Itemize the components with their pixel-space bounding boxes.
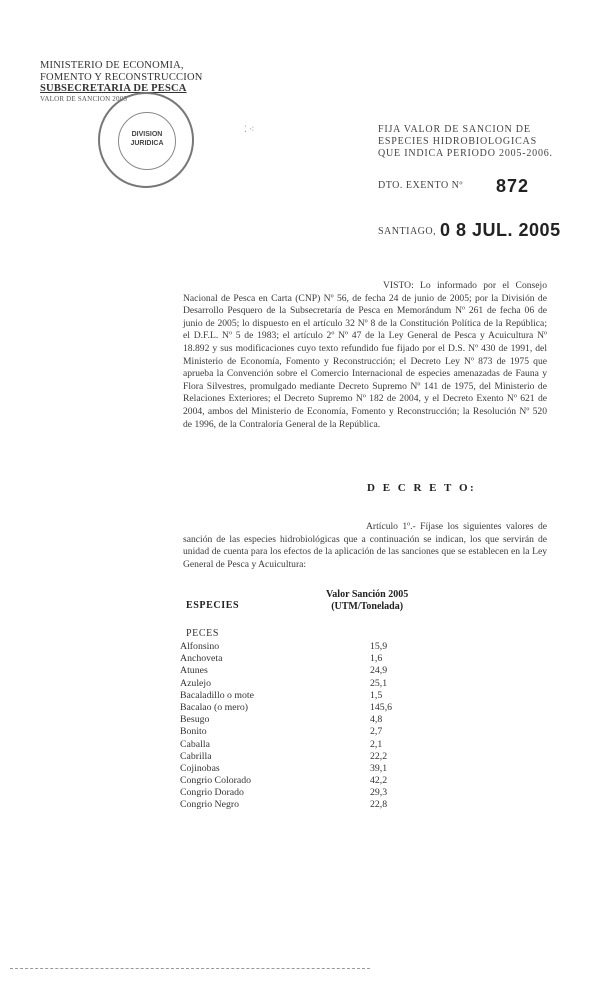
species-name: Cabrilla — [180, 750, 212, 762]
table-row — [180, 678, 480, 690]
table-row — [180, 665, 480, 677]
species-name: Cojinobas — [180, 762, 220, 774]
decree-number: 872 — [496, 176, 530, 196]
sanction-value: 22,8 — [370, 799, 388, 811]
species-name: Bonito — [180, 726, 207, 738]
species-name: Congrio Dorado — [180, 787, 244, 799]
subsecretaria-line: SUBSECRETARIA DE PESCA — [40, 83, 187, 94]
sanction-value: 24,9 — [370, 665, 388, 677]
species-name: Congrio Negro — [180, 799, 240, 811]
species-name: Bacaladillo o mote — [180, 689, 254, 701]
division-juridica-stamp — [98, 92, 194, 188]
ministry-line2: FOMENTO Y RECONSTRUCCION — [40, 71, 203, 83]
decree-place: SANTIAGO, — [378, 226, 437, 237]
species-name: Caballa — [180, 738, 210, 750]
table-row — [180, 641, 480, 653]
table-row — [180, 799, 480, 811]
subject-line3: QUE INDICA PERIODO 2005-2006. — [378, 148, 553, 159]
stamp-text — [119, 130, 175, 148]
table-row — [180, 653, 480, 665]
sanction-value: 22,2 — [370, 750, 388, 762]
table-row — [180, 726, 480, 738]
table-row — [180, 763, 480, 775]
sanction-value: 2,7 — [370, 726, 383, 738]
sanction-value: 25,1 — [370, 677, 388, 689]
sanction-value: 29,3 — [370, 787, 388, 799]
value-header-line1: Valor Sanción 2005 — [326, 589, 409, 600]
stamp-inner-ring — [118, 112, 176, 170]
category-peces: PECES — [186, 628, 220, 639]
visto-paragraph: VISTO: Lo informado por el Consejo Nacional de Pesca en Carta (CNP) Nº 56, de fecha 24 de junio de 2005; por la División de Desarrollo Pesquero de la Subsecretaría de Pesca en Memorándum Nº 261 de fecha 06 de junio de 2005; lo dispuesto en el artículo 32 Nº 8 de la Constitución Política de la República; el D.F.L. Nº 5 de 1983; el artículo 2º Nº 47 de la Ley General de Pesca y Acuicultura Nº 18.892 y sus modificaciones cuyo texto refundido fue fijado por el D.S. Nº 430 de 1991, del Ministerio de Economía, Fomento y Reconstrucción; el Decreto Ley Nº 873 de 1975 que aprueba la Convención sobre el Comercio Internacional de especies amenazadas de Fauna y Flora Silvestres, promulgado mediante Decreto Supremo Nº 141 de 1975, del Ministerio de Relaciones Exteriores; el Decreto Supremo Nº 182 de 2004, y el Decreto Exento Nº 621 de 2004, ambos del Ministerio de Economía, Fomento y Reconstrucción; la Resolución Nº 520 de 1996, de la Contraloría General de la República. — [183, 280, 547, 430]
stamp-line1: DIVISION — [131, 131, 163, 138]
decree-subject — [378, 124, 553, 160]
table-row — [180, 775, 480, 787]
articulo-1-paragraph: Artículo 1º.- Fíjase los siguientes valores de sanción de las especies hidrobiológicas que a continuación se indican, los que servirán de unidad de cuenta para los efectos de la aplicación de las sanciones que se establecen en la Ley General de Pesca y Acuicultura: — [183, 521, 547, 570]
sanction-value: 1,5 — [370, 689, 383, 701]
species-column-header: ESPECIES — [186, 600, 240, 611]
ministry-line1: MINISTERIO DE ECONOMIA, — [40, 60, 184, 71]
bottom-dashed-line — [10, 968, 370, 969]
species-name: Alfonsino — [180, 641, 220, 652]
decree-label: DTO. EXENTO Nº — [378, 180, 464, 191]
species-name: Congrio Colorado — [180, 775, 252, 787]
ministry-header — [40, 60, 203, 104]
table-row — [180, 702, 480, 714]
sanction-value: 15,9 — [370, 641, 388, 652]
table-row — [180, 690, 480, 702]
stamp-line2: JURIDICA — [130, 140, 164, 147]
sanction-value: 4,8 — [370, 714, 383, 726]
species-name: Bacalao (o mero) — [180, 701, 248, 713]
species-name: Azulejo — [180, 677, 212, 689]
value-header-line2: (UTM/Tonelada) — [331, 601, 404, 612]
table-row — [180, 739, 480, 751]
subject-line1: FIJA VALOR DE SANCION DE — [378, 124, 531, 135]
species-name: Anchoveta — [180, 653, 223, 665]
decreto-title: D E C R E T O: — [367, 482, 477, 494]
reference-line: VALOR DE SANCION 2005 — [40, 94, 128, 103]
value-column-header — [326, 589, 408, 613]
decree-date: 0 8 JUL. 2005 — [440, 220, 561, 240]
sanction-value: 145,6 — [370, 701, 393, 713]
species-name: Atunes — [180, 665, 208, 677]
table-row — [180, 787, 480, 799]
species-name: Besugo — [180, 714, 210, 726]
sanction-value: 2,1 — [370, 738, 383, 750]
table-row — [180, 714, 480, 726]
sanction-value: 1,6 — [370, 653, 383, 665]
scan-marks: ⁚ ⁖ — [244, 124, 255, 134]
table-row — [180, 751, 480, 763]
sanction-value: 39,1 — [370, 762, 388, 774]
species-table — [180, 641, 480, 812]
subject-line2: ESPECIES HIDROBIOLOGICAS — [378, 136, 537, 147]
sanction-value: 42,2 — [370, 775, 388, 787]
